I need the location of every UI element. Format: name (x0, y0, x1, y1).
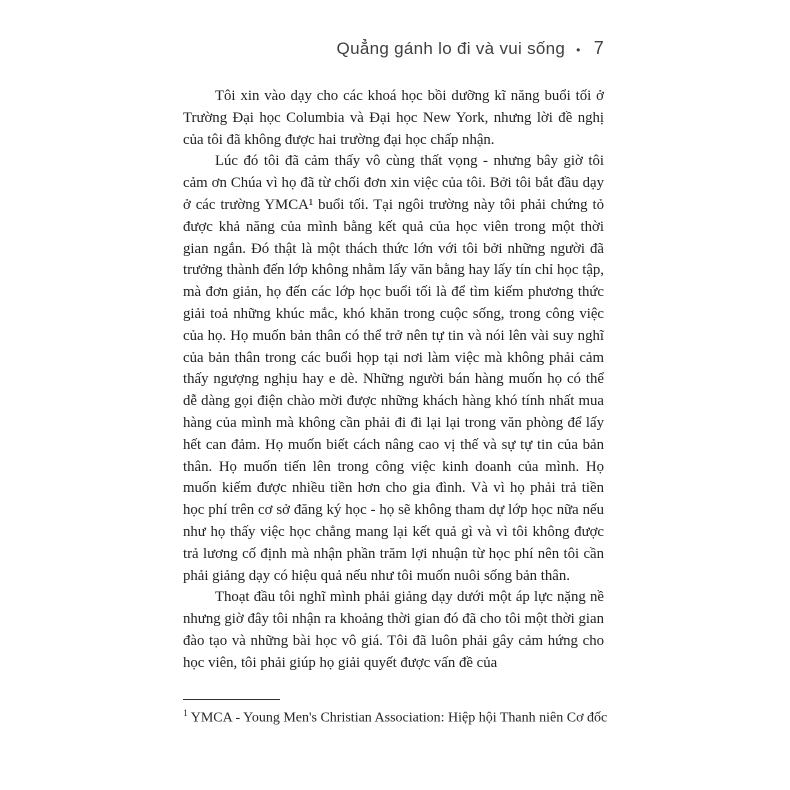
footnote-content: YMCA - Young Men's Christian Association: Hiệp hội Thanh niên Cơ đốc (190, 710, 608, 726)
footnote-marker: 1 (183, 709, 188, 719)
page-number: 7 (593, 38, 604, 58)
running-head (183, 38, 604, 59)
bullet-separator-icon: • (576, 43, 581, 57)
paragraph: Thoạt đầu tôi nghĩ mình phải giảng dạy dưới một áp lực nặng nề nhưng giờ đây tôi nhận ra khoảng thời gian đó đã cho tôi một thời gian đào tạo và những bài học vô giá. Tôi đã luôn phải gây cảm hứng cho học viên, tôi phải giúp họ giải quyết được vấn đề của (183, 589, 604, 671)
footnote-text (183, 705, 608, 728)
book-title: Quẳng gánh lo đi và vui sống (336, 39, 566, 58)
footnote-separator (183, 699, 280, 700)
paragraph: Lúc đó tôi đã cảm thấy vô cùng thất vọng - nhưng bây giờ tôi cảm ơn Chúa vì họ đã từ chối đơn xin việc của tôi. Bởi tôi bắt đầu dạy ở các trường YMCA¹ buổi tối. Tại ngôi trường này tôi phải chứng tỏ được khả năng của mình bằng kết quả của học viên trong một thời gian ngắn. Đó thật là một thách thức lớn với tôi bởi những người đã trưởng thành đến lớp không nhằm lấy văn bằng hay lấy tín chỉ học tập, mà đơn giản, họ đến các lớp học buổi tối là để tìm kiếm phương thức giải toả những khúc mắc, khó khăn trong cuộc sống, trong công việc của họ. Họ muốn bản thân có thể trở nên tự tin và nói lên vài suy nghĩ của bản thân trong các buổi họp tại nơi làm việc mà không phải cảm thấy ngượng nghịu hay e dè. Những người bán hàng muốn họ có thể dễ dàng gọi điện chào mời được những khách hàng khó tính nhất mua hàng của mình mà không cần phải đi đi lại lại trong văn phòng để lấy hết can đảm. Họ muốn biết cách nâng cao vị thế và sự tự tin của bản thân. Họ muốn tiến lên trong công việc kinh doanh của mình. Họ muốn kiếm được nhiều tiền hơn cho gia đình. Và vì họ phải trả tiền học phí trên cơ sở đăng ký học - họ sẽ không tham dự lớp học nữa nếu như họ thấy việc học chẳng mang lại kết quả gì và vì tôi không được trả lương cố định mà nhận phần trăm lợi nhuận từ học phí nên tôi cần phải giảng dạy có hiệu quả nếu như tôi muốn nuôi sống bản thân. (183, 153, 604, 584)
body-text (183, 86, 604, 675)
paragraph: Tôi xin vào dạy cho các khoá học bồi dưỡng kĩ năng buổi tối ở Trường Đại học Columbia và Đại học New York, nhưng lời đề nghị của tôi đã không được hai trường đại học chấp nhận. (183, 88, 604, 148)
footnote (183, 699, 608, 728)
